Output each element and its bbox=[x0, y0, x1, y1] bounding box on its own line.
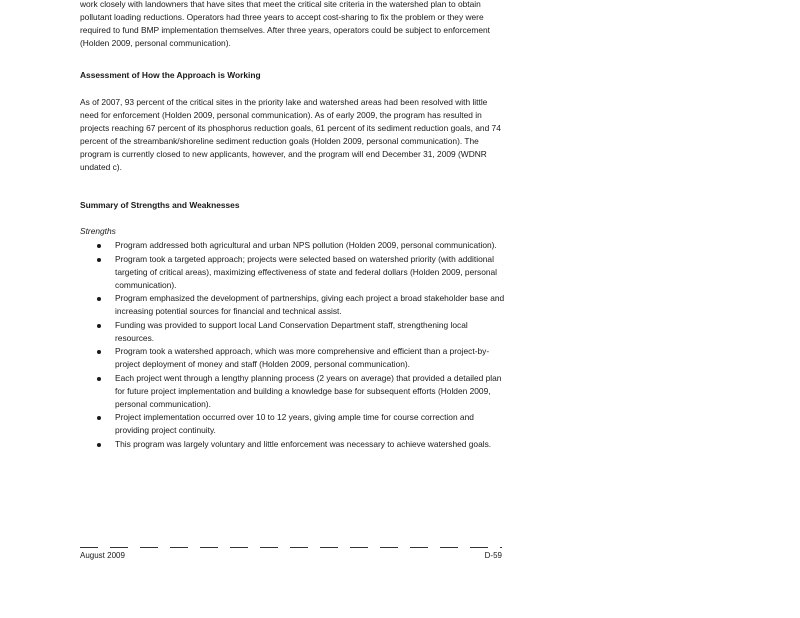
list-item bbox=[80, 372, 505, 411]
intro-paragraph: work closely with landowners that have sites that meet the critical site criteria in the watershed plan to obtain pollutant loading reductions. Operators had three years to accept cost-sharing to fix the problem or they were required to fund BMP implementation themselves. After three years, operators could be subject to enforcement (Holden 2009, personal communication). bbox=[80, 0, 490, 48]
list-item-text: Program addressed both agricultural and urban NPS pollution (Holden 2009, personal communication). bbox=[115, 240, 497, 250]
bullet-icon bbox=[97, 297, 101, 301]
list-item-text: Project implementation occurred over 10 to 12 years, giving ample time for course correction and providing project continuity. bbox=[115, 412, 474, 435]
approach-paragraph: As of 2007, 93 percent of the critical sites in the priority lake and watershed areas had been resolved with little need for enforcement (Holden 2009, personal communication). As of early 2009, the program has resulted in projects reaching 67 percent of its phosphorus reduction goals, 61 percent of its sediment reduction goals, and 74 percent of the streambank/shoreline sediment reduction goals (Holden 2009, personal communication). The program is currently closed to new applicants, however, and the program will end December 31, 2009 (WDNR undated c). bbox=[80, 97, 501, 172]
bullet-icon bbox=[97, 377, 101, 381]
list-item-text: Program took a watershed approach, which was more comprehensive and efficient than a project-by-project deployment of money and staff (Holden 2009, personal communication). bbox=[115, 346, 490, 369]
bullet-icon bbox=[97, 244, 101, 248]
list-item bbox=[80, 345, 505, 371]
list-item bbox=[80, 438, 505, 451]
list-item-text: Program emphasized the development of partnerships, giving each project a broad stakeholder base and increasing potential sources for financial and technical assist. bbox=[115, 293, 505, 316]
bullet-icon bbox=[97, 443, 101, 447]
list-item bbox=[80, 239, 505, 252]
bullet-icon bbox=[97, 258, 101, 262]
list-item-text: Funding was provided to support local Land Conservation Department staff, strengthening local resources. bbox=[115, 319, 468, 343]
list-item bbox=[80, 411, 505, 437]
list-item-text: Each project went through a lengthy planning process (2 years on average) that provided a detailed plan for future project implementation and building a knowledge base for subsequent efforts (Holden 2009, personal communication). bbox=[115, 372, 502, 409]
list-item-text: This program was largely voluntary and little enforcement was necessary to achieve watershed goals. bbox=[115, 438, 492, 449]
bullet-icon bbox=[97, 350, 101, 354]
summary-heading: Summary of Strengths and Weaknesses bbox=[80, 200, 240, 210]
bullet-icon bbox=[97, 416, 101, 420]
bullet-icon bbox=[97, 324, 101, 328]
list-item-text: Program took a targeted approach; projects were selected based on watershed priority (with additional targeting of critical areas), maximizing effectiveness of state and federal dollars (Holden 2009, personal communication). bbox=[115, 253, 498, 290]
footer-date: August 2009 bbox=[80, 551, 125, 560]
footer-divider bbox=[80, 547, 502, 548]
approach-heading: Assessment of How the Approach is Working bbox=[80, 70, 261, 80]
strengths-label: Strengths bbox=[80, 226, 116, 236]
list-item bbox=[80, 253, 505, 292]
list-item bbox=[80, 292, 505, 318]
page-number: D-59 bbox=[484, 551, 502, 560]
list-item bbox=[80, 319, 505, 345]
document-page bbox=[80, 0, 505, 618]
strengths-list bbox=[80, 239, 505, 451]
